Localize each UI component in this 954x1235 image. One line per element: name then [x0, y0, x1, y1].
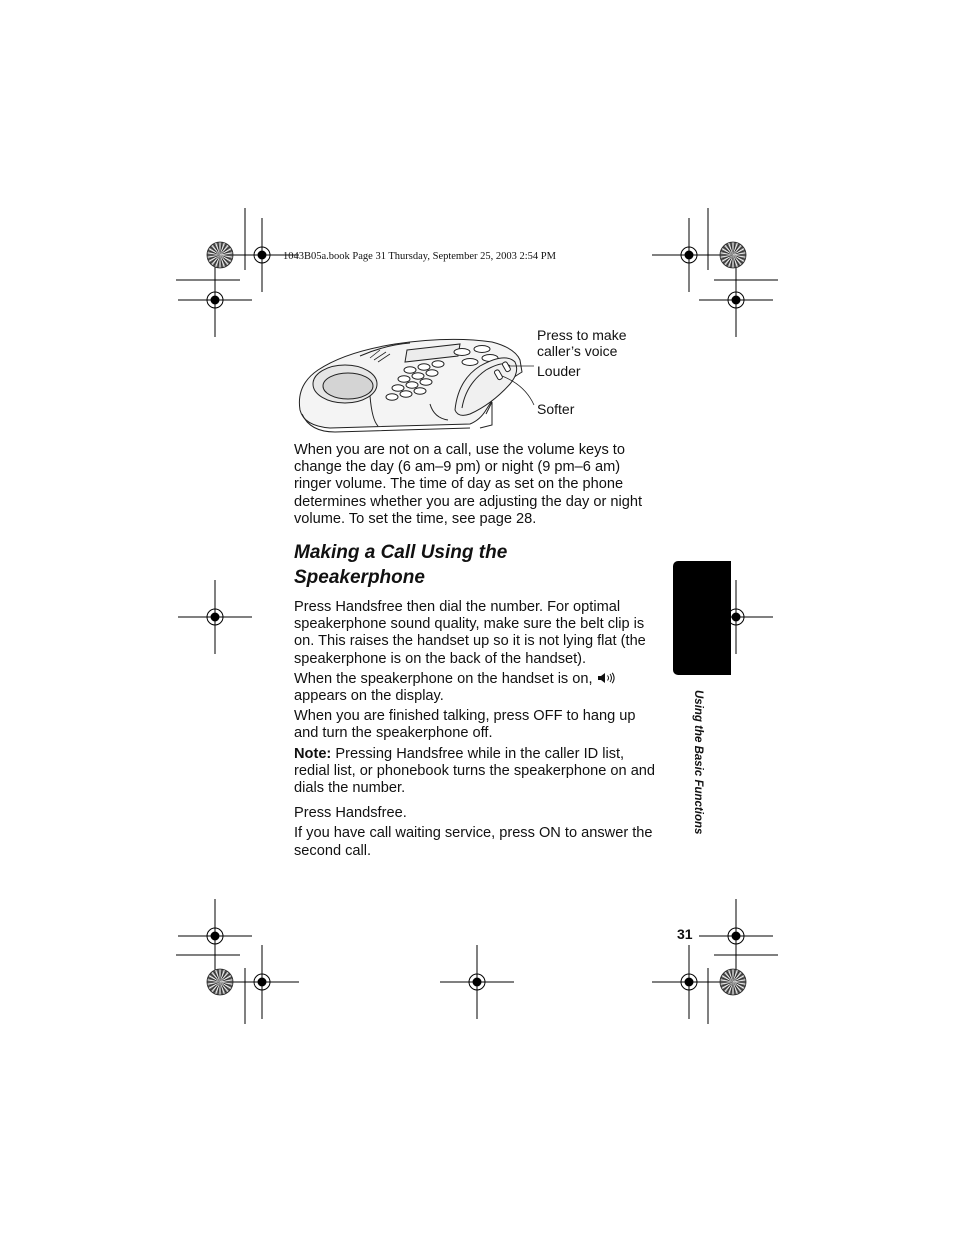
chapter-thumb-tab — [673, 561, 731, 675]
registration-mark-icon — [652, 945, 726, 1019]
callout-press-line2: caller’s voice — [537, 343, 618, 359]
file-header: 1043B05a.book Page 31 Thursday, September 25, 2003 2:54 PM — [283, 251, 556, 262]
phone-illustration — [299, 339, 522, 432]
intro-paragraph: When you are not on a call, use the volume keys to change the day (6 am–9 pm) or night (9 pm–6 am) ringer volume. The time of day as set on the phone determines whether you are adjusting the day or night volume. To set the time, see page 28. — [294, 442, 643, 527]
paragraph-press-handsfree: Press Handsfree. — [294, 805, 407, 822]
registration-mark-icon — [178, 899, 252, 973]
registration-mark-icon — [225, 945, 299, 1019]
registration-mark-icon — [178, 580, 252, 654]
speaker-on-text-after: appears on the display. — [294, 688, 444, 705]
speaker-icon — [597, 672, 615, 684]
starburst-target-icon — [207, 969, 233, 995]
paragraph-handsfree: Press Handsfree then dial the number. For optimal speakerphone sound quality, make sure the belt clip is on. This raises the handset up so it is not lying flat (the speakerphone is on the back of the handset). — [294, 599, 646, 667]
section-heading: Making a Call Using the Speakerphone — [294, 542, 508, 588]
starburst-target-icon — [720, 969, 746, 995]
registration-mark-icon — [178, 263, 252, 337]
speaker-on-text-before: When the speakerphone on the handset is on, — [294, 670, 593, 687]
registration-mark-icon — [652, 218, 726, 292]
registration-mark-icon — [699, 263, 773, 337]
callout-louder: Louder — [537, 363, 581, 379]
page-number: 31 — [677, 926, 693, 942]
starburst-target-icon — [207, 242, 233, 268]
note-label: Note: — [294, 745, 332, 762]
callout-press-line1: Press to make — [537, 327, 627, 343]
chapter-side-label — [688, 690, 710, 865]
section-body — [294, 599, 659, 860]
note-text: Pressing Handsfree while in the caller ID list, redial list, or phonebook turns the speakerphone on and dials the number. — [294, 745, 656, 797]
chapter-side-label-text: Using the Basic Functions — [692, 690, 704, 835]
paragraph-call-waiting: If you have call waiting service, press ON to answer the second call. — [294, 825, 653, 859]
paragraph-finished: When you are finished talking, press OFF to hang up and turn the speakerphone off. — [294, 708, 636, 742]
callout-softer: Softer — [537, 401, 575, 417]
registration-mark-icon — [699, 899, 773, 973]
registration-mark-icon — [440, 945, 514, 1019]
callout-press-to-make — [537, 327, 626, 359]
paragraph-speaker-on — [294, 671, 659, 705]
starburst-target-icon — [720, 242, 746, 268]
paragraph-note — [294, 746, 659, 798]
